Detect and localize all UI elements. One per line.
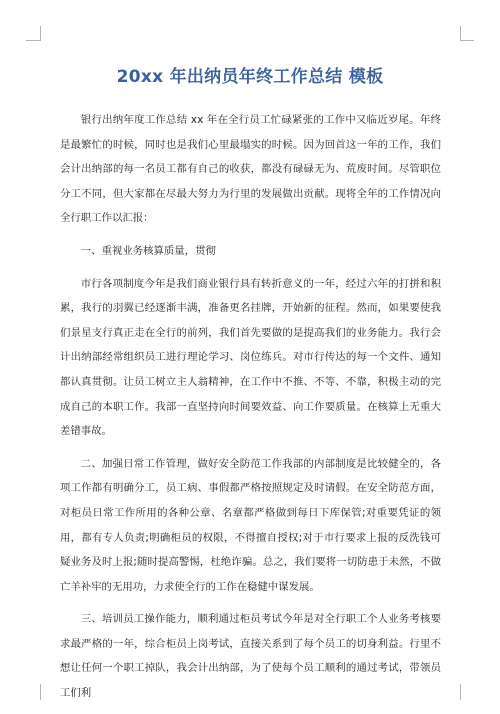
section-heading-1: 一、重视业务核算质量，贯彻	[80, 244, 216, 257]
section-2-paragraph: 二、加强日常工作管理，做好安全防范工作我部的内部制度是比较健全的，各项工作都有明确分工，员工病、事假都严格按照规定及时请假。在安全防范方面，对柜员日常工作所用的各种公章、名章都严格做到每日下库保管;对重要凭证的领用，都有专人负责;明确柜员的权限，不得擅自授权;对于市行要求上报的反洗钱可疑业务及时上报;随时提高警惕，杜绝诈骗。总之，我们要将一切防患于未然，不做亡羊补牢的无用功，力求使全行的工作在稳健中谋发展。	[60, 457, 441, 593]
crop-mark-top-right-vertical	[460, 26, 461, 41]
crop-mark-bottom-left-vertical	[40, 684, 41, 700]
crop-mark-bottom-right-vertical	[460, 684, 461, 700]
document-body	[60, 108, 441, 714]
section-3-paragraph: 三、培训员工操作能力，顺利通过柜员考试今年是对全行职工个人业务考核要求最严格的一年，综合柜员上岗考试，直接关系到了每个员工的切身利益。行里不想让任何一个职工掉队，我会计出纳部，为了使每个员工顺利的通过考试，带领员工们利	[60, 613, 441, 700]
document-title: 20xx 年出纳员年终工作总结 模板	[116, 67, 384, 87]
crop-mark-top-right-horizontal	[460, 40, 474, 41]
crop-mark-top-left-vertical	[40, 26, 41, 41]
crop-mark-top-left-horizontal	[26, 40, 40, 41]
section-1-paragraph: 市行各项制度今年是我们商业银行具有转折意义的一年，经过六年的打拼和积累，我行的羽翼已经逐渐丰满，准备更名挂牌，开始新的征程。然而，如果要使我们景星支行真正走在全行的前列，我们首先要做的是提高我们的业务能力。我行会计出纳部经常组织员工进行理论学习、岗位练兵。对市行传达的每一个文件、通知都认真贯彻。让员工树立主人翁精神，在工作中不推、不等、不靠，积极主动的完成自己的本职工作。我部一直坚持向时间要效益、向工作要质量。在核算上无重大差错事故。	[60, 277, 441, 438]
intro-paragraph: 银行出纳年度工作总结 xx 年在全行员工忙碌紧张的工作中又临近岁尾。年终是最繁忙的时候，同时也是我们心里最塌实的时候。因为回首这一年的工作，我们会计出纳部的每一名员工都有自己的收获，都没有碌碌无为、荒废时间。尽管职位分工不同，但大家都在尽最大努力为行里的发展做出贡献。现将全年的工作情况向全行职工作以汇报：	[60, 114, 441, 225]
